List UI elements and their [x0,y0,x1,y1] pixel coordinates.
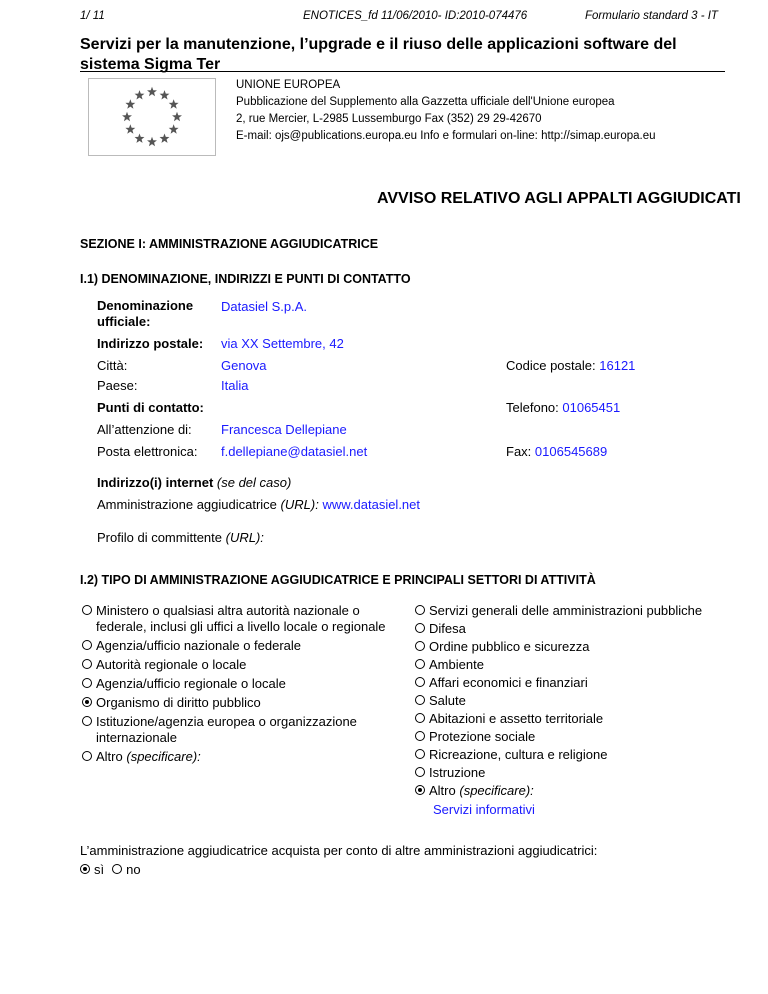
cap-value: 16121 [599,358,636,373]
option-label: Salute [429,693,466,708]
eu-flag-logo [88,78,216,156]
eu-publication-info [236,77,656,145]
option-label [96,749,201,765]
indirizzo-value: via XX Settembre, 42 [221,336,344,351]
radio-button[interactable] [415,677,425,687]
radio-button[interactable] [415,731,425,741]
type-option[interactable] [82,695,392,711]
radio-button[interactable] [415,641,425,651]
document-id: ENOTICES_fd 11/06/2010- ID:2010-074476 [303,10,528,22]
eu-line-1: UNIONE EUROPEA [236,79,341,91]
sector-option[interactable] [415,603,735,619]
radio-button[interactable] [415,605,425,615]
star-icon [147,137,157,146]
radio-button[interactable] [82,678,92,688]
types-left-list [82,603,392,765]
option-label: Servizi generali delle amministrazioni pubbliche [429,603,703,618]
star-icon [169,99,179,108]
radio-button[interactable] [415,767,425,777]
altro-label: Altro [96,749,123,764]
star-icon [160,90,170,99]
attenzione-value: Francesca Dellepiane [221,422,347,437]
url-tag: (URL): [280,497,319,512]
radio-button[interactable] [415,749,425,759]
option-label: Difesa [429,621,466,636]
telefono-field [506,400,620,415]
internet-heading-note: (se del caso) [216,475,292,490]
option-label [429,783,534,799]
sector-option-altro[interactable] [415,783,735,799]
internet-heading-label: Indirizzo(i) internet [97,475,214,490]
eu-line-4: E-mail: ojs@publications.europa.eu Info e formulari on-line: http://simap.europa.eu [236,130,656,142]
star-icon [125,99,135,108]
sector-option[interactable] [415,693,735,709]
altro-label: Altro [429,783,456,798]
radio-button[interactable] [82,751,92,761]
type-option[interactable] [82,714,392,746]
option-label: Organismo di diritto pubblico [96,695,261,710]
cap-field [506,358,635,373]
internet-heading [97,475,291,491]
profilo-committente-row [97,530,264,546]
purchase-no-option[interactable] [112,862,140,878]
radio-button[interactable] [415,713,425,723]
sector-option[interactable] [415,639,735,655]
radio-button[interactable] [82,640,92,650]
radio-button-selected[interactable] [82,697,92,707]
radio-button-selected[interactable] [415,785,425,795]
sector-option[interactable] [415,729,735,745]
profilo-label: Profilo di committente [97,530,222,545]
altro-value: Servizi informativi [433,802,535,817]
purchase-question: L’amministrazione aggiudicatrice acquista per conto di altre amministrazioni aggiudicatrici: [80,843,598,858]
option-label: Affari economici e finanziari [429,675,588,690]
title-divider [80,71,725,72]
email-value: f.dellepiane@datasiel.net [221,444,368,459]
cap-label: Codice postale: [506,358,596,373]
denominazione-label: Denominazione ufficiale: [97,298,194,329]
star-icon [135,90,145,99]
sector-option[interactable] [415,765,735,781]
indirizzo-label: Indirizzo postale: [97,336,204,351]
yes-label: sì [94,862,105,877]
option-label: Ordine pubblico e sicurezza [429,639,590,654]
altro-note: (specificare): [126,749,201,764]
option-label: Istruzione [429,765,486,780]
section-1-1-heading: I.1) DENOMINAZIONE, INDIRIZZI E PUNTI DI CONTATTO [80,272,411,286]
eu-line-2: Pubblicazione del Supplemento alla Gazzetta ufficiale dell'Unione europea [236,96,615,108]
altro-note: (specificare): [459,783,534,798]
radio-button[interactable] [82,659,92,669]
type-option[interactable] [82,638,392,654]
radio-button-selected[interactable] [80,864,90,874]
option-label: Agenzia/ufficio nazionale o federale [96,638,302,653]
type-option[interactable] [82,657,392,673]
citta-value: Genova [221,358,267,373]
notice-title: AVVISO RELATIVO AGLI APPALTI AGGIUDICATI [377,190,741,207]
telefono-label: Telefono: [506,400,559,415]
radio-button[interactable] [415,695,425,705]
purchase-options [80,862,141,878]
amministrazione-url-row [97,497,420,513]
option-label: Agenzia/ufficio regionale o locale [96,676,286,691]
option-label: Protezione sociale [429,729,536,744]
fax-field [506,444,607,459]
email-label: Posta elettronica: [97,444,198,459]
radio-button[interactable] [415,623,425,633]
option-label: Istituzione/agenzia europea o organizzazione internazionale [96,714,357,745]
citta-label: Città: [97,358,128,373]
types-right-list [415,603,735,817]
option-label: Abitazioni e assetto territoriale [429,711,604,726]
page-number: 1/ 11 [80,10,105,22]
no-label: no [126,862,141,877]
option-label: Ministero o qualsiasi altra autorità nazionale o federale, inclusi gli uffici a livello locale o regionale [96,603,386,634]
star-icon [160,133,170,142]
option-label: Ricreazione, cultura e religione [429,747,608,762]
radio-button[interactable] [82,716,92,726]
option-label: Ambiente [429,657,484,672]
section-1-heading: SEZIONE I: AMMINISTRAZIONE AGGIUDICATRICE [80,237,379,251]
attenzione-label: All’attenzione di: [97,422,192,437]
star-icon [135,133,145,142]
sector-option[interactable] [415,747,735,763]
paese-label: Paese: [97,378,138,393]
option-label: Autorità regionale o locale [96,657,247,672]
eu-line-3: 2, rue Mercier, L-2985 Lussemburgo Fax (352) 29 29-42670 [236,113,542,125]
section-1-2-heading: I.2) TIPO DI AMMINISTRAZIONE AGGIUDICATRICE E PRINCIPALI SETTORI DI ATTIVITÀ [80,573,596,587]
type-option[interactable] [82,676,392,692]
star-icon [125,124,135,133]
type-option-altro[interactable] [82,749,392,765]
sector-option[interactable] [415,657,735,673]
fax-value: 0106545689 [534,444,608,459]
radio-button[interactable] [112,864,122,874]
sector-option[interactable] [415,711,735,727]
punti-contatto-label: Punti di contatto: [97,400,204,415]
fax-label: Fax: [506,444,532,459]
sector-option[interactable] [415,675,735,691]
denominazione-value: Datasiel S.p.A. [221,299,307,314]
star-icon [147,87,157,96]
paese-value: Italia [221,378,249,393]
page-title: Servizi per la manutenzione, l’upgrade e il riuso delle applicazioni software del sistema Sigma Ter [80,36,677,73]
star-icon [172,112,182,121]
purchase-yes-option[interactable] [80,862,104,878]
telefono-value: 01065451 [562,400,621,415]
star-icon [169,124,179,133]
sector-option[interactable] [415,621,735,637]
amministrazione-url-label: Amministrazione aggiudicatrice [97,497,277,512]
form-name: Formulario standard 3 - IT [585,10,718,22]
type-option[interactable] [82,603,392,635]
profilo-url-tag: (URL): [225,530,264,545]
star-icon [122,112,132,121]
amministrazione-url-link[interactable]: www.datasiel.net [322,497,421,512]
radio-button[interactable] [82,605,92,615]
radio-button[interactable] [415,659,425,669]
